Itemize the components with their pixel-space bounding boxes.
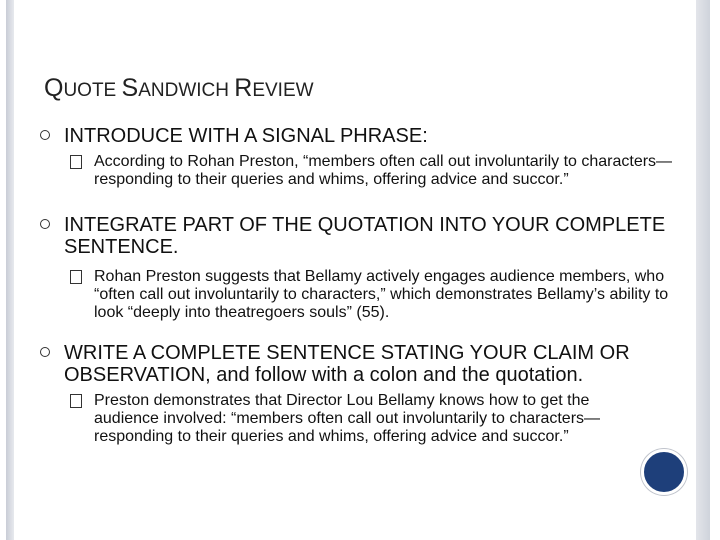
bullet-level2	[40, 392, 680, 446]
bullet-level1	[40, 214, 680, 258]
circle-bullet-icon	[40, 130, 50, 140]
bullet-text: INTRODUCE WITH A SIGNAL PHRASE:	[64, 125, 428, 147]
bullet-text: INTEGRATE PART OF THE QUOTATION INTO YOUR COMPLETE SENTENCE.	[64, 214, 666, 258]
bullet-subtext: According to Rohan Preston, “members often call out involuntarily to characters—responding to their queries and whims, offering advice and succor.”	[94, 153, 673, 188]
bullet-subtext: Preston demonstrates that Director Lou Bellamy knows how to get the audience involved: “members often call out involuntarily to characters—responding to their queries and whims, offering advice and succor.”	[94, 392, 601, 445]
bullet-subtext: Rohan Preston suggests that Bellamy actively engages audience members, who “often call out involuntarily to characters,” which demonstrates Bellamy’s ability to look “deeply into theatregoers souls” (55).	[94, 268, 669, 321]
title-part-3-rest: EVIEW	[252, 80, 314, 101]
square-bullet-icon	[70, 270, 82, 284]
title-part-2-initial: S	[121, 74, 139, 102]
bullet-text: WRITE A COMPLETE SENTENCE STATING YOUR CLAIM OR OBSERVATION, and follow with a colon and the quotation.	[64, 342, 630, 386]
title-part-1-rest: UOTE	[63, 80, 122, 101]
slide-frame-left	[6, 0, 14, 540]
bullet-level1	[40, 125, 680, 147]
slide-frame-right	[696, 0, 710, 540]
bullet-level2	[40, 268, 680, 322]
square-bullet-icon	[70, 155, 82, 169]
circle-bullet-icon	[40, 219, 50, 229]
circle-bullet-icon	[40, 347, 50, 357]
bullet-level2	[40, 153, 680, 189]
bullet-level1	[40, 342, 680, 386]
title-part-1-initial: Q	[44, 74, 64, 102]
slide-title	[44, 74, 314, 106]
decorative-circle-icon	[641, 449, 687, 495]
title-part-2-rest: ANDWICH	[138, 80, 235, 101]
title-part-3-initial: R	[234, 74, 253, 102]
square-bullet-icon	[70, 394, 82, 408]
bullet-integrate-quotation	[40, 214, 680, 322]
bullet-signal-phrase	[40, 125, 680, 189]
bullet-complete-sentence	[40, 342, 680, 446]
